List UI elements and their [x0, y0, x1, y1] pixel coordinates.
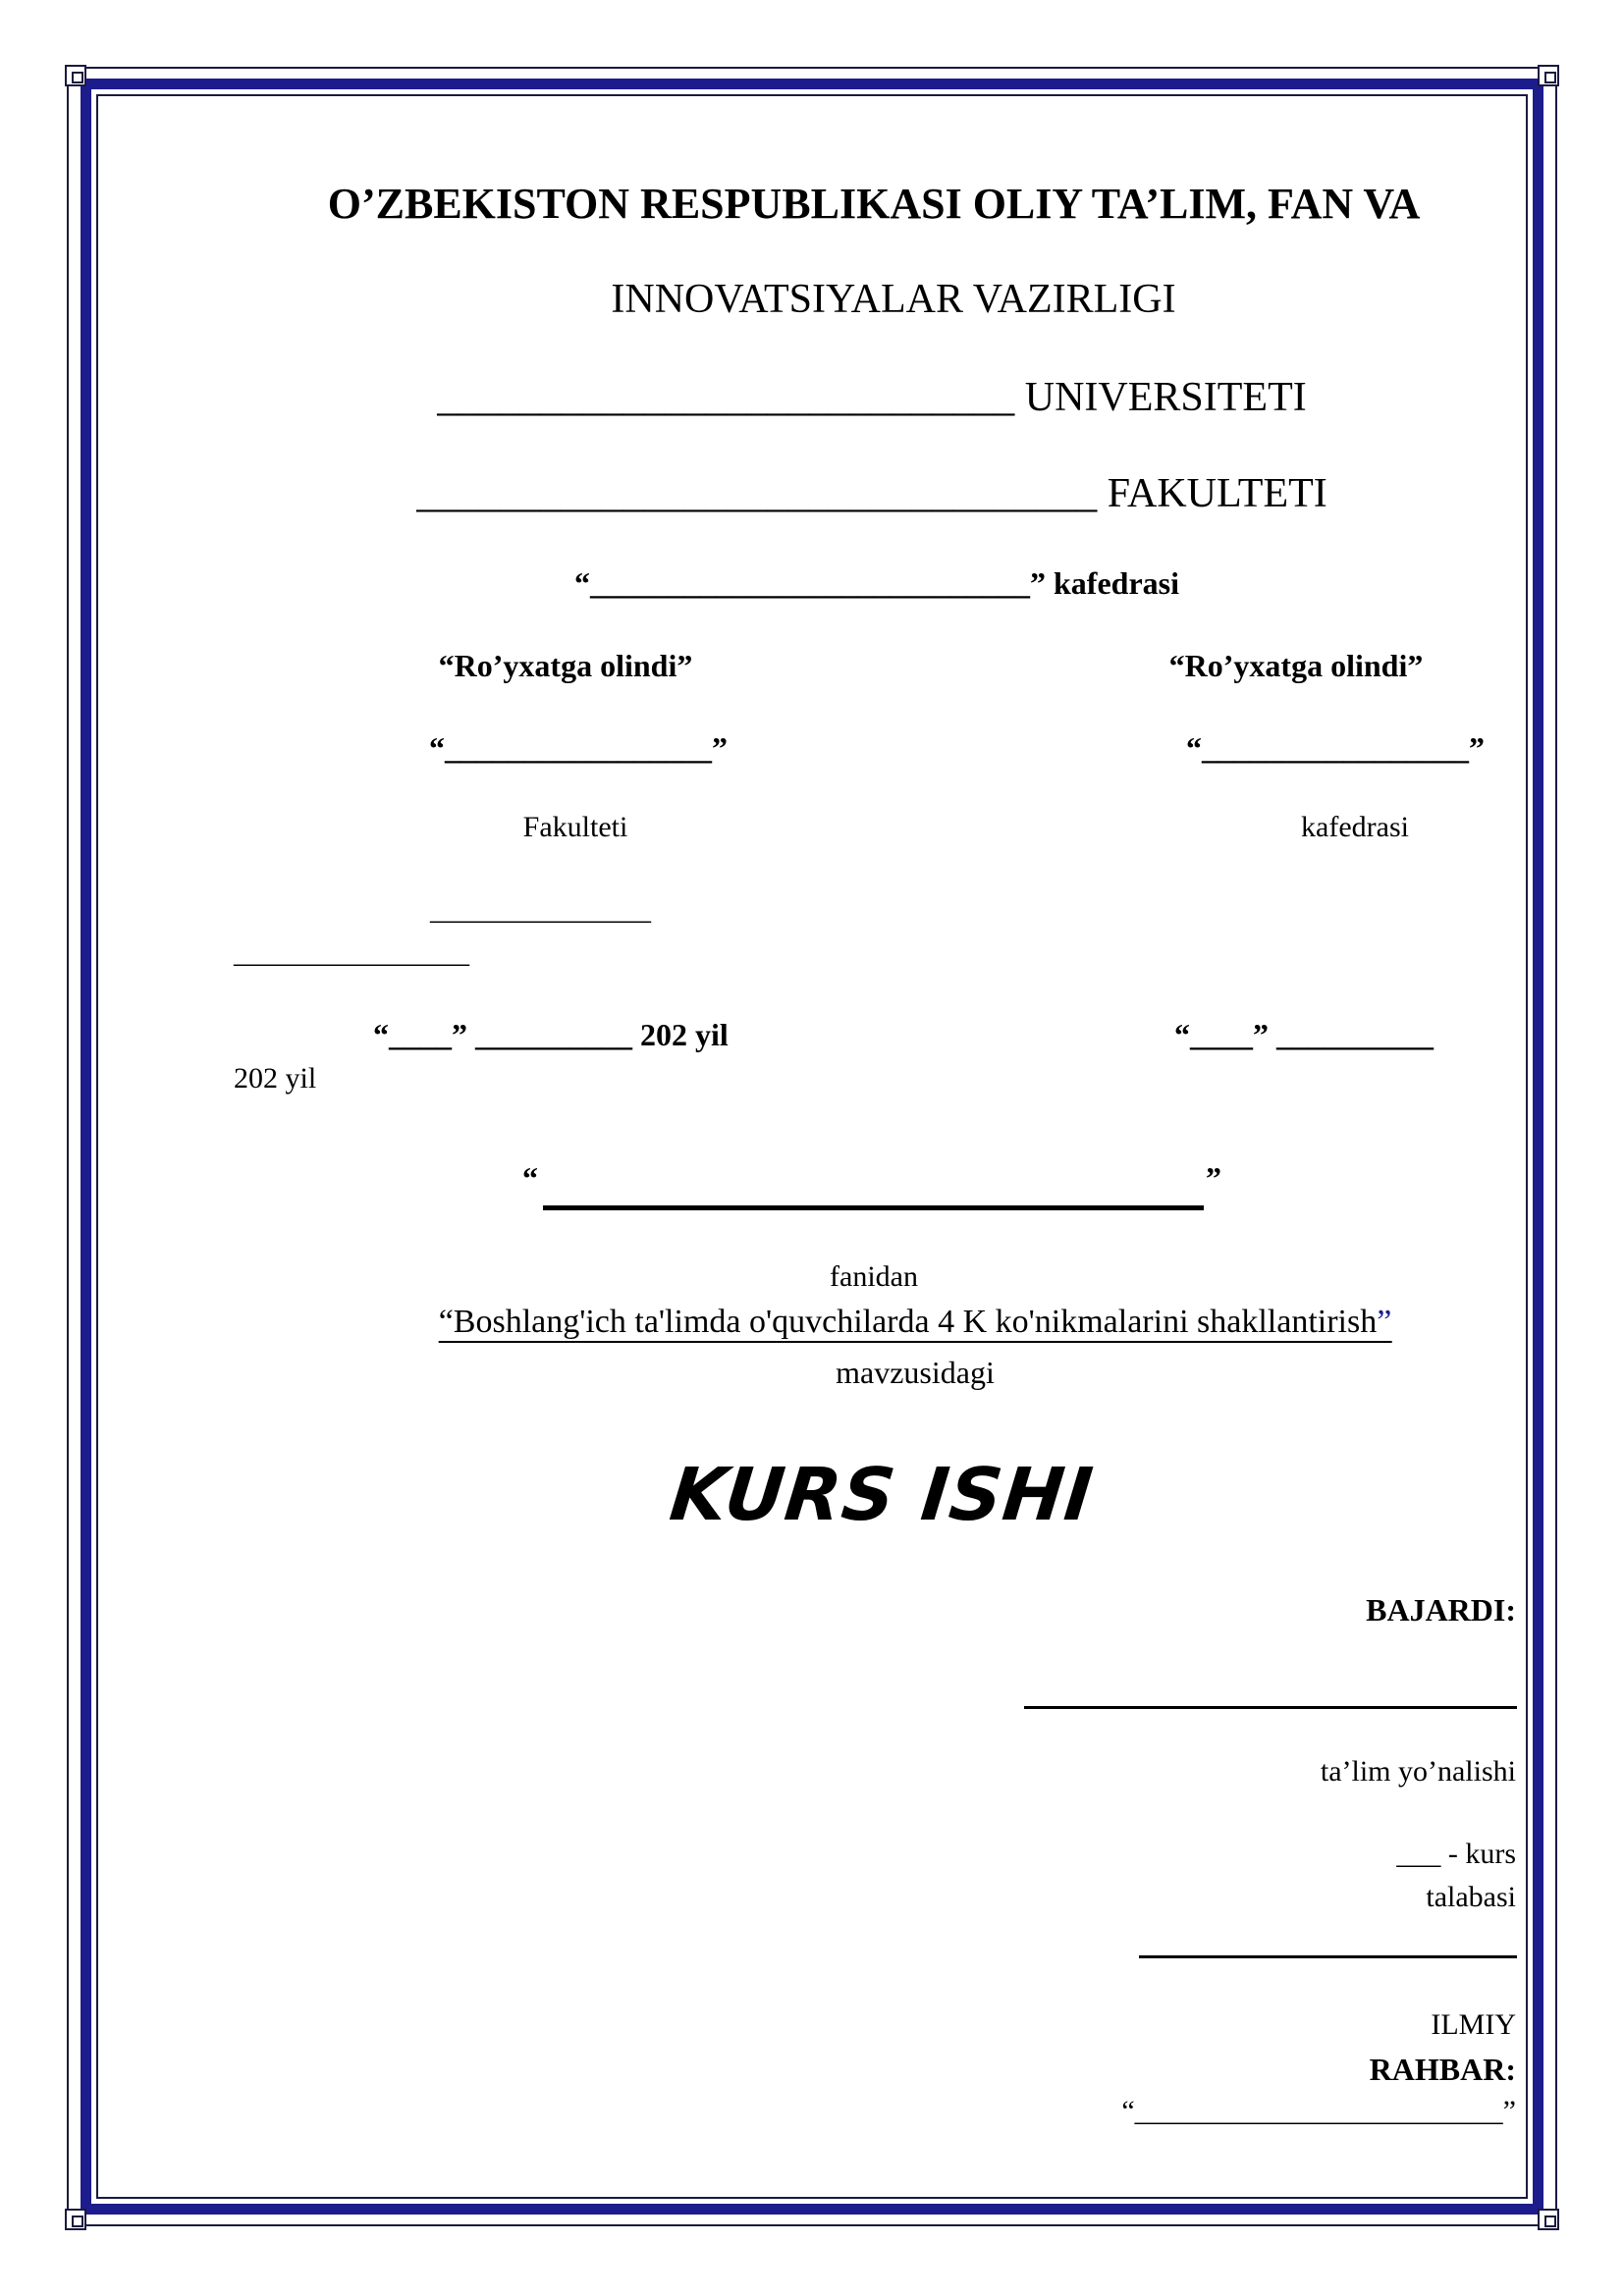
performer-label: BAJARDI:: [1366, 1592, 1516, 1628]
supervisor-label-line2: RAHBAR:: [1369, 2052, 1516, 2087]
registration-left-number: “_________________”: [429, 730, 728, 766]
performer-course: ___ - kurs: [1396, 1838, 1516, 1870]
frame-corner-top-right: [1538, 65, 1559, 86]
subject-open-quote: “: [522, 1160, 538, 1196]
registration-right-date: “____” __________: [1174, 1017, 1434, 1052]
course-topic: [439, 1306, 1392, 1343]
document-title: KURS ISHI: [666, 1453, 1098, 1537]
subject-mavzusidagi: mavzusidagi: [836, 1355, 995, 1390]
supervisor-name: “_________________________”: [1121, 2095, 1516, 2127]
performer-student: talabasi: [1426, 1881, 1516, 1913]
ministry-line1: O’ZBEKISTON RESPUBLIKASI OLIY TA’LIM, FAN VA: [327, 180, 1421, 228]
registration-right-year: 202 yil: [234, 1062, 317, 1095]
performer-name-line: [1024, 1706, 1517, 1709]
course-topic-text: “Boshlang'ich ta'limda o'quvchilarda 4 K ko'nikmalarini shakllantirish: [438, 1304, 1378, 1340]
student-name-line: [1139, 1955, 1517, 1958]
registration-left-label: Fakulteti: [522, 811, 628, 843]
registration-left-signature: _______________: [430, 893, 651, 926]
registration-right-label: kafedrasi: [1301, 811, 1409, 843]
subject-close-quote: ”: [1206, 1160, 1221, 1196]
subject-fanidan: fanidan: [830, 1260, 918, 1293]
university-line: ____________________________ UNIVERSITETI: [437, 375, 1307, 420]
frame-corner-bottom-right: [1538, 2209, 1559, 2230]
frame-corner-bottom-left: [65, 2209, 86, 2230]
performer-direction: ta’lim yo’nalishi: [1320, 1755, 1516, 1788]
ministry-line2: INNOVATSIYALAR VAZIRLIGI: [611, 277, 1176, 322]
course-topic-close-quote: ”: [1377, 1304, 1392, 1340]
registration-right-number: “_________________”: [1186, 730, 1485, 766]
registration-right-signature: ________________: [234, 936, 469, 969]
registration-right-title: “Ro’yxatga olindi”: [1168, 648, 1424, 683]
subject-blank-line: [543, 1205, 1204, 1210]
frame-corner-top-left: [65, 65, 86, 86]
supervisor-label-line1: ILMIY: [1431, 2008, 1516, 2041]
department-line: “____________________________” kafedrasi: [574, 565, 1179, 601]
registration-left-date: “____” __________ 202 yil: [373, 1017, 729, 1052]
faculty-line: _________________________________ FAKULTETI: [416, 471, 1327, 516]
registration-left-title: “Ro’yxatga olindi”: [438, 648, 693, 683]
